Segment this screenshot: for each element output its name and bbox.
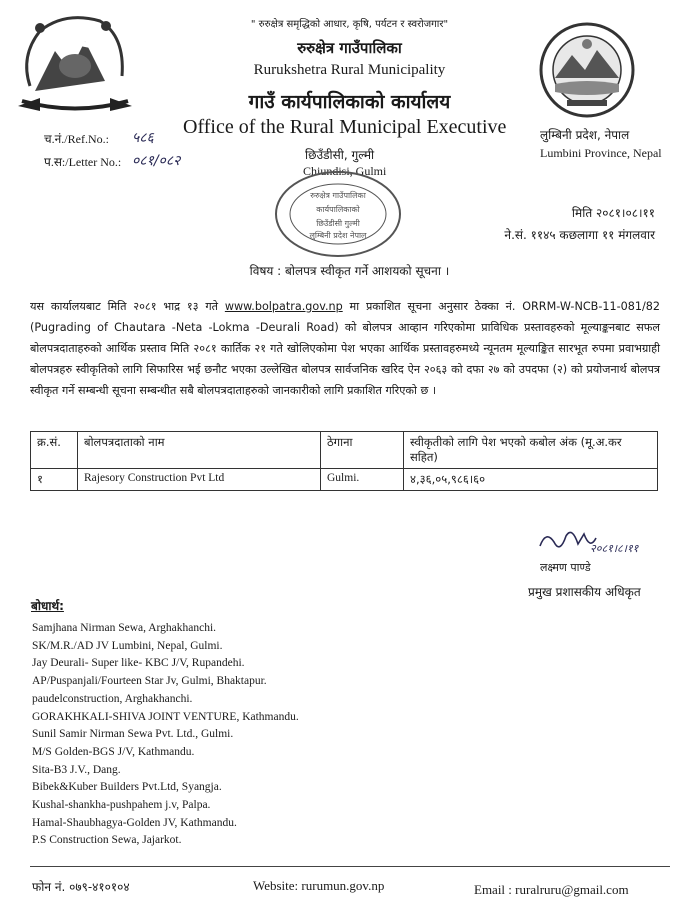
office-stamp <box>272 168 404 260</box>
col-amount-header: स्वीकृतीको लागि पेश भएको कबोल अंक (मू.अ.कर सहित) <box>404 432 658 469</box>
municipality-name-np: रुरुक्षेत्र गाउँपालिका <box>297 39 402 57</box>
signatory-title: प्रमुख प्रशासकीय अधिकृत <box>528 585 641 599</box>
list-item: Bibek&Kuber Builders Pvt.Ltd, Syangja. <box>32 781 222 794</box>
letter-no-value: ०८१/०८२ <box>132 153 181 169</box>
list-item: SK/M.R./AD JV Lumbini, Nepal, Gulmi. <box>32 639 223 652</box>
province-np: लुम्बिनी प्रदेश, नेपाल <box>540 128 630 142</box>
bolpatra-link[interactable]: www.bolpatra.gov.np <box>224 300 343 313</box>
notice-body-part-1: यस कार्यालयबाट मिति २०८१ भाद्र १३ गते <box>30 300 225 313</box>
municipality-name-en: Rurukshetra Rural Municipality <box>253 62 446 78</box>
stamp-line-3: छिउँडीसी गुल्मी <box>316 219 360 228</box>
bidder-table <box>30 431 658 491</box>
list-item: Sunil Samir Nirman Sewa Pvt. Ltd., Gulmi. <box>32 728 234 741</box>
stamp-line-4: लुम्बिनी प्रदेश नेपाल <box>309 231 367 240</box>
list-item: Samjhana Nirman Sewa, Arghakhanchi. <box>32 622 217 634</box>
cc-label: बोधार्थ: <box>31 599 64 613</box>
date-bs: मिति २०८१।०८।११ <box>571 206 655 220</box>
footer-website[interactable]: Website: rurumun.gov.np <box>253 878 385 893</box>
signatory-name: लक्ष्मण पाण्डे <box>540 561 591 574</box>
cell-amount: ४,३६,०५,९८६।६० <box>404 469 658 491</box>
cell-sn: १ <box>31 469 78 491</box>
date-ns: ने.सं. ११४५ कछलागा ११ मंगलवार <box>504 228 655 242</box>
list-item: GORAKHKALI-SHIVA JOINT VENTURE, Kathmandu. <box>32 710 299 723</box>
cc-list <box>32 620 299 850</box>
letter-no-label: प.स:/Letter No.: <box>44 155 122 169</box>
signature-date: २०८१।८।११ <box>590 542 639 555</box>
province-en: Lumbini Province, Nepal <box>540 146 662 160</box>
list-item: Hamal-Shaubhagya-Golden JV, Kathmandu. <box>32 816 237 829</box>
col-sn-header: क्र.सं. <box>31 432 78 469</box>
footer-email[interactable]: Email : ruralruru@gmail.com <box>474 882 629 897</box>
stamp-line-2: कार्यपालिकाको <box>316 205 360 214</box>
list-item: Kushal-shankha-pushpahem j.v, Palpa. <box>32 799 211 812</box>
subject-line: विषय : बोलपत्र स्वीकृत गर्ने आशयको सूचना । <box>249 264 450 278</box>
ref-no-value: ५८६ <box>132 130 154 146</box>
list-item: AP/Puspanjali/Fourteen Star Jv, Gulmi, Bhaktapur. <box>32 675 267 688</box>
notice-body <box>30 296 660 401</box>
table-header-row <box>31 432 658 469</box>
table-row <box>31 469 658 491</box>
footer-phone: फोन नं. ०७९-४१०१०४ <box>32 880 130 894</box>
col-address-header: ठेगाना <box>321 432 404 469</box>
office-title-en: Office of the Rural Municipal Executive <box>183 116 507 138</box>
cell-address: Gulmi. <box>321 469 404 491</box>
col-bidder-header: बोलपत्रदाताको नाम <box>78 432 321 469</box>
stamp-line-1: रुरुक्षेत्र गाउँपालिका <box>310 191 366 200</box>
office-title-np: गाउँ कार्यपालिकाको कार्यालय <box>248 91 451 113</box>
motto: " रुरुक्षेत्र समृद्धिको आधार, कृषि, पर्यटन र स्वरोजगार" <box>250 19 449 30</box>
list-item: Jay Deurali- Super like- KBC J/V, Rupandehi. <box>32 657 245 670</box>
notice-body-part-2: मा प्रकाशित सूचना अनुसार ठेक्का नं. ORRM-W-NCB-11-081/82 (Pugrading of Chautara -Neta -Lokma -Deurali Road) को बोलपत्र आव्हान गरिएकोमा प्राविधिक प्रस्तावहरुको मूल्याङ्कनबाट सफल बोलपत्रदाताहरुको आर्थिक प्रस्ताव मिति २०८१ कार्तिक २१ गते खोलिएकोमा पेश भएका आर्थिक प्रस्तावहरुमध्ये न्यूनतम मूल्याङ्कित सारभूत रुपमा प्रवाभग्राही बोलपत्रहरु स्वीकृतिको लागि सिफारिस भई छनौट भएका उल्लेखित बोलपत्र सार्वजनिक खरिद ऐन २०६३ को दफा २७ को उपदफा (२) को प्रयोजनार्थ बोलपत्र स्वीकृत गर्ने सम्बन्धी सूचना सम्बन्धीत सबै बोलपत्रदाताहरुको जानकारीको लागि प्रकाशित गरिएको छ । <box>30 300 660 397</box>
list-item: Sita-B3 J.V., Dang. <box>32 763 121 776</box>
footer-divider <box>30 866 670 867</box>
address-en: Chiundisi, Gulmi <box>303 164 387 178</box>
cell-bidder: Rajesory Construction Pvt Ltd <box>78 469 321 491</box>
list-item: paudelconstruction, Arghakhanchi. <box>32 692 193 705</box>
list-item: P.S Construction Sewa, Jajarkot. <box>32 834 182 847</box>
address-np: छिउँडीसी, गुल्मी <box>305 148 375 162</box>
list-item: M/S Golden-BGS J/V, Kathmandu. <box>32 745 195 758</box>
ref-no-label: च.नं./Ref.No.: <box>44 132 109 146</box>
